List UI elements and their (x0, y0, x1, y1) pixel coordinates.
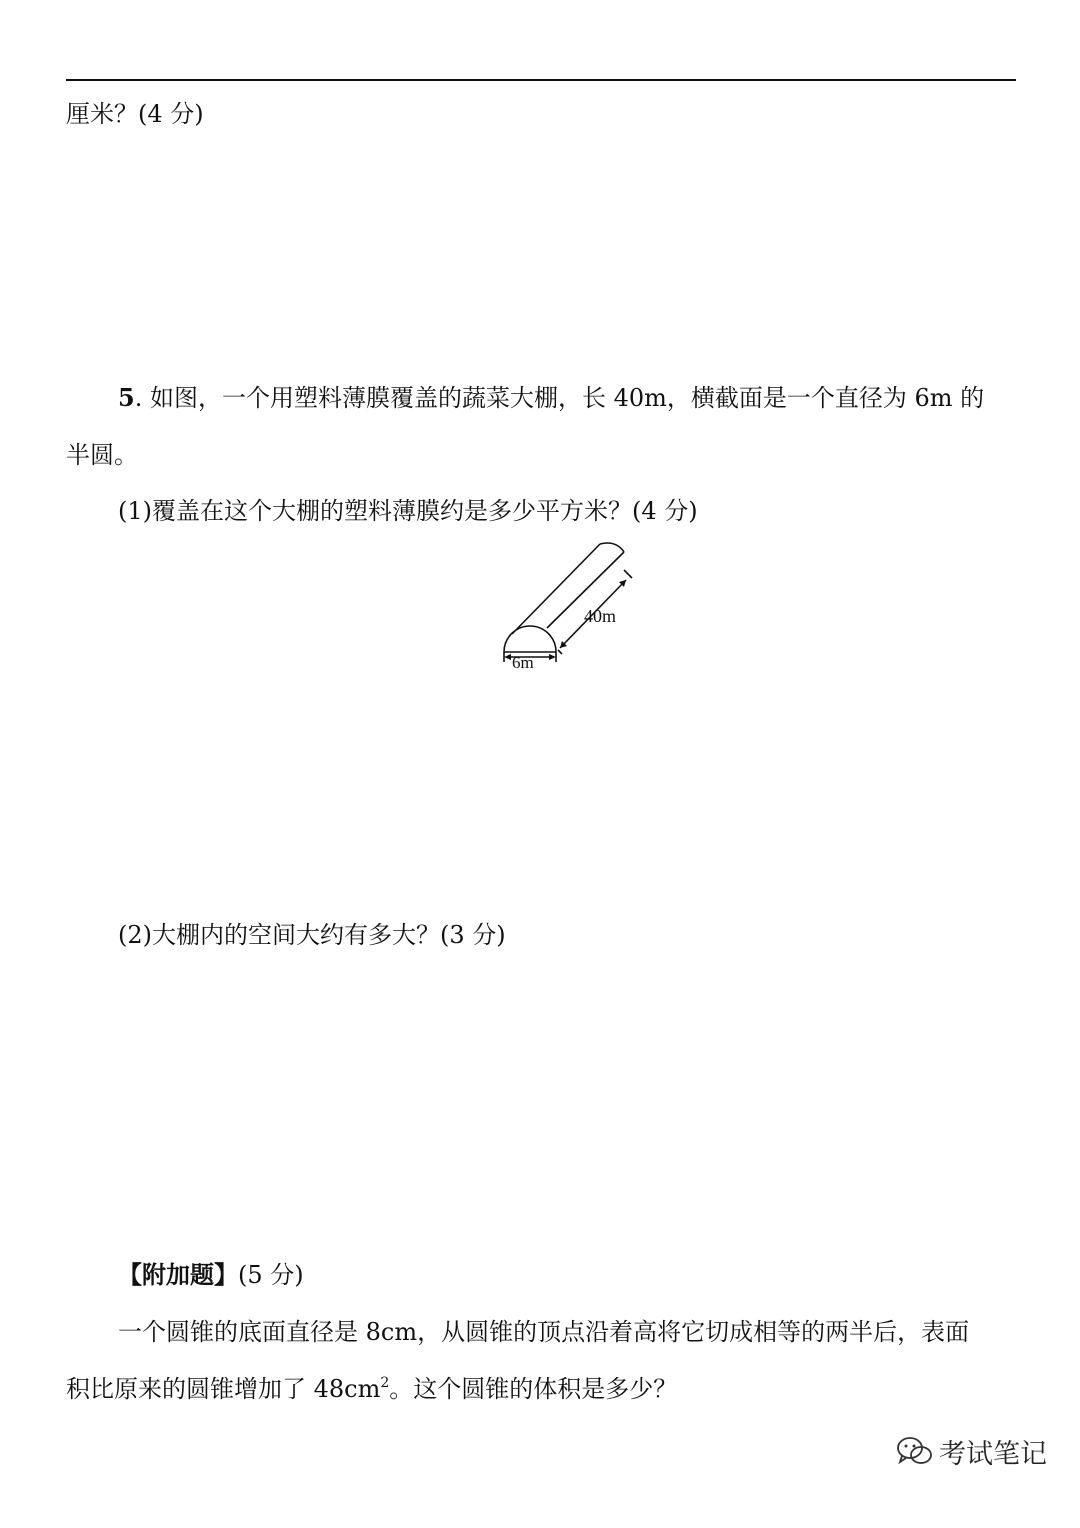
back-arc (600, 543, 624, 552)
diameter-label: 6m (512, 653, 534, 672)
length-tick-bottom (558, 650, 562, 654)
bonus-points: (5 分) (238, 1261, 304, 1289)
question-5-line-1 (118, 378, 984, 413)
length-label: 40m (584, 606, 617, 626)
question-5-part-1: (1)覆盖在这个大棚的塑料薄膜约是多少平方米？(4 分) (118, 497, 698, 525)
superscript: 2 (380, 1375, 390, 1391)
bonus-title: 【附加题】 (118, 1260, 238, 1289)
wechat-icon (895, 1434, 935, 1470)
front-semicircle (504, 626, 556, 652)
question-5-part-2: (2)大棚内的空间大约有多大？(3 分) (118, 921, 506, 949)
arrowhead-right (549, 654, 556, 660)
watermark (895, 1430, 1055, 1474)
greenhouse-figure (496, 540, 646, 675)
bonus-line-2 (66, 1369, 677, 1404)
bonus-line-2-end: 。这个圆锥的体积是多少？ (389, 1375, 678, 1403)
question-5-line-2: 半圆。 (66, 441, 138, 469)
bonus-heading (118, 1255, 304, 1290)
bonus-line-2-text: 积比原来的圆锥增加了 48cm (66, 1375, 381, 1403)
bonus-line-1: 一个圆锥的底面直径是 8cm，从圆锥的顶点沿着高将它切成相等的两半后，表面 (118, 1318, 970, 1346)
length-tick-top (624, 570, 632, 578)
top-divider (66, 79, 1016, 81)
question-5-text: . 如图，一个用塑料薄膜覆盖的蔬菜大棚，长 40m，横截面是一个直径为 6m 的 (134, 384, 985, 412)
question-number: 5 (118, 383, 135, 412)
carryover-text: 厘米？(4 分) (66, 100, 204, 128)
watermark-text: 考试笔记 (939, 1439, 1047, 1470)
arrowhead-left (504, 654, 511, 660)
